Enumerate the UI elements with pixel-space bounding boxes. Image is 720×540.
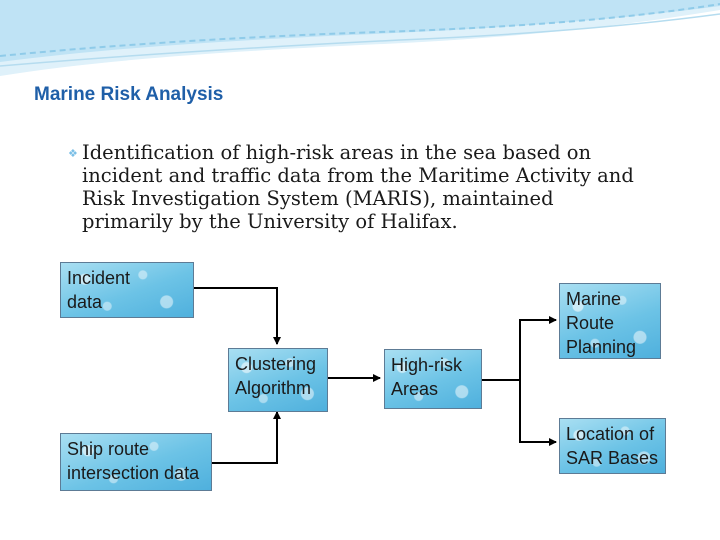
slide-title: Marine Risk Analysis: [34, 84, 224, 105]
node-marine-route-planning: Marine Route Planning: [559, 283, 661, 359]
node-ship-route-intersection-data: Ship route intersection data: [60, 433, 212, 491]
arrow-highrisk-to-routeplanning: [482, 320, 556, 380]
bullet-text: Identification of high-risk areas in the sea based on incident and traffic data from the Maritime Activity and Risk Investigation System (MARIS), maintained primarily by the University of Halifax.: [82, 141, 634, 233]
node-location-of-sar-bases: Location of SAR Bases: [559, 418, 666, 474]
node-incident-data: Incident data: [60, 262, 194, 318]
node-high-risk-areas: High-risk Areas: [384, 349, 482, 409]
node-clustering-algorithm: Clustering Algorithm: [228, 348, 328, 412]
arrow-incident-to-clustering: [194, 288, 277, 344]
bullet-icon: ❖: [68, 148, 78, 160]
arrow-highrisk-to-sarbases: [520, 380, 556, 442]
